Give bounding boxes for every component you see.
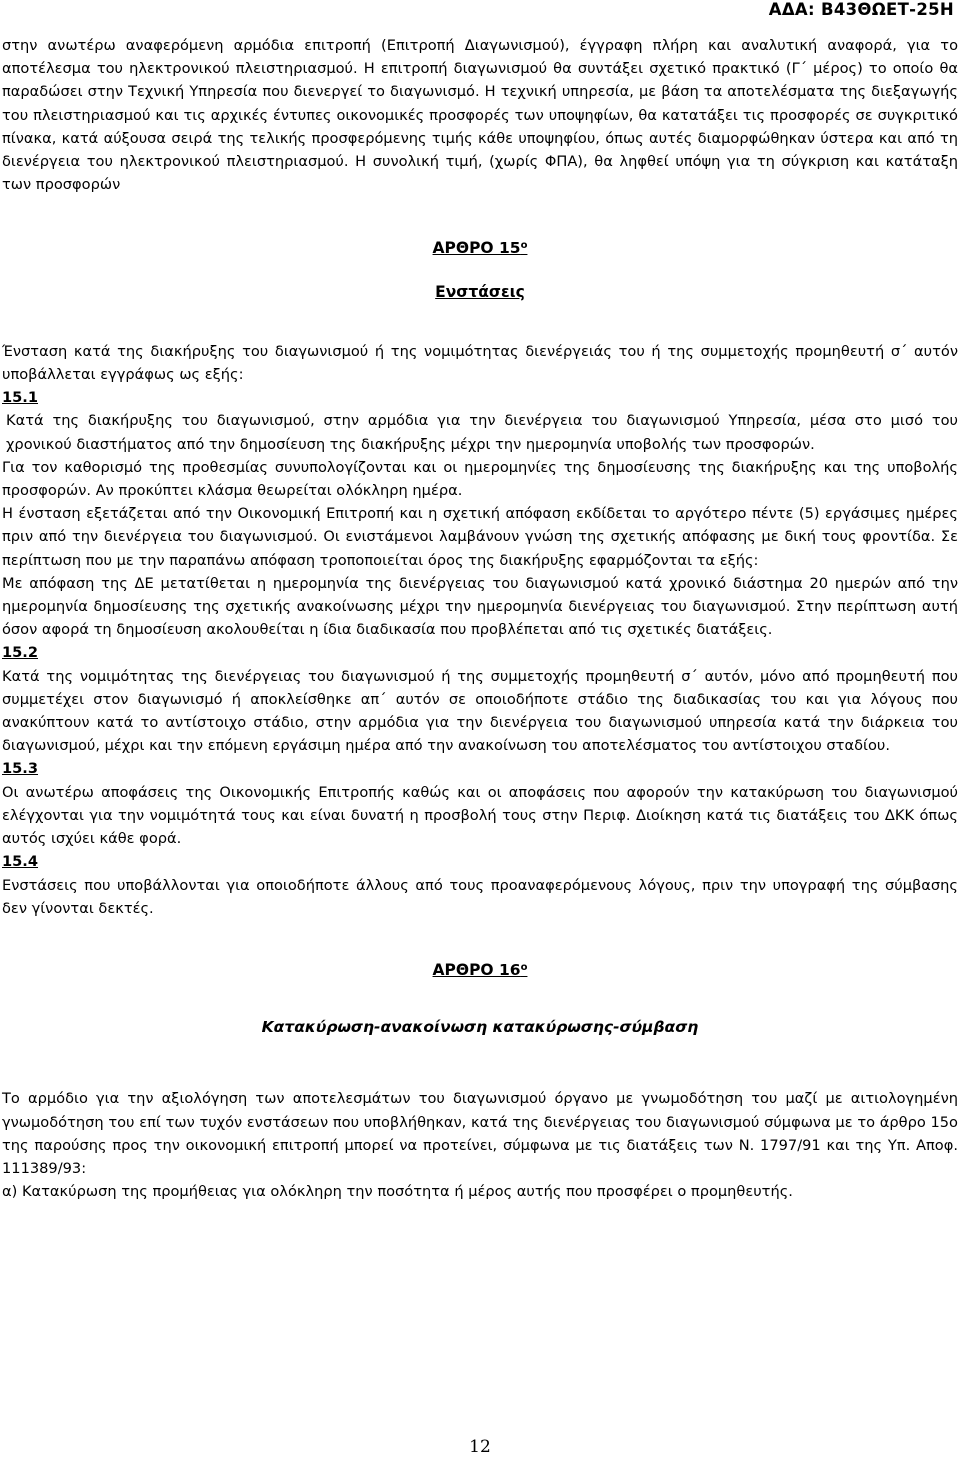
section-15-1-paragraph-2: Για τον καθορισμό της προθεσμίας συνυπολογίζονται και οι ημερομηνίες της δημοσίευσης της διακήρυξης και της υποβολής προσφορών. Αν προκύπτει κλάσμα θεωρείται ολόκληρη ημέρα. bbox=[2, 458, 958, 500]
article-15-lead: Ένσταση κατά της διακήρυξης του διαγωνισμού ή της νομιμότητας διενέργειάς του ή της συμμετοχής προμηθευτή σ΄ αυτόν υποβάλλεται εγγράφως ως εξής: bbox=[2, 342, 958, 384]
section-15-3-paragraph: Οι ανωτέρω αποφάσεις της Οικονομικής Επιτροπής καθώς και οι αποφάσεις που αφορούν την κατακύρωση του διαγωνισμού ελέγχονται για την νομιμότητά τους και είναι δυνατή η προσβολή τους στην Περιφ. Διοίκηση κατά τις διατάξεις του ΔΚΚ όπως αυτός ισχύει κάθε φορά. bbox=[2, 783, 958, 848]
section-15-4-number: 15.4 bbox=[2, 853, 39, 871]
article-16-paragraph-2: α) Κατακύρωση της προμήθειας για ολόκληρη την ποσότητα ή μέρος αυτής που προσφέρει ο προμηθευτής. bbox=[2, 1183, 793, 1201]
article-16-title: Κατακύρωση-ανακοίνωση κατακύρωσης-σύμβαση bbox=[261, 1018, 699, 1037]
ada-code: ΑΔΑ: Β43ΘΩΕΤ-25Η bbox=[768, 0, 954, 19]
section-15-1-paragraph-3: Η ένσταση εξετάζεται από την Οικονομική Επιτροπή και η σχετική απόφαση εκδίδεται το αργότερο πέντε (5) εργάσιμες ημέρες πριν από την διενέργεια του διαγωνισμού. Οι ενιστάμενοι λαμβάνουν γνώση της σχετικής απόφασης με δική τους φροντίδα. Σε περίπτωση που με την παραπάνω απόφαση τροποποιείται όρος της διακήρυξης εφαρμόζονται τα εξής: bbox=[2, 505, 958, 569]
document-body bbox=[2, 34, 958, 1203]
article-15-heading-sup: ο bbox=[520, 240, 528, 252]
intro-paragraph: στην ανωτέρω αναφερόμενη αρμόδια επιτροπή (Επιτροπή Διαγωνισμού), έγγραφη πλήρη και αναλυτική αναφορά, για το αποτέλεσμα του ηλεκτρονικού πλειστηριασμού. Η επιτροπή διαγωνισμού θα συντάξει σχετικό πρακτικό (Γ΄ μέρος) το οποίο θα παραδώσει στην Τεχνική Υπηρεσία που διενεργεί το διαγωνισμό. Η τεχνική υπηρεσία, με βάση τα αποτελέσματα της διεξαγωγής του πλειστηριασμού και τις αρχικές έντυπες οικονομικές προσφορές των υποψηφίων, θα κατατάξει τις προσφορές σε συγκριτικό πίνακα, κατά αύξουσα σειρά της τελικής προσφερόμενης τιμής κάθε υποψηφίου, όπως αυτές διαμορφώθηκαν ύστερα και από τη διενέργεια του ηλεκτρονικού πλειστηριασμού. Η συνολική τιμή, (χωρίς ΦΠΑ), θα ληφθεί υπόψη για τη σύγκριση και κατάταξη των προσφορών bbox=[2, 37, 958, 194]
page-number: 12 bbox=[469, 1437, 491, 1457]
article-16-heading-sup: ο bbox=[520, 961, 528, 973]
article-15-title: Ενστάσεις bbox=[435, 282, 525, 301]
section-15-1-paragraph-1: Κατά της διακήρυξης του διαγωνισμού, στην αρμόδια για την διενέργεια του διαγωνισμού Υπηρεσία, μέσα στο μισό του χρονικού διαστήματος από την δημοσίευση της διακήρυξης μέχρι την ημερομηνία υποβολής των προσφορών. bbox=[6, 412, 958, 453]
article-15-heading bbox=[2, 234, 958, 260]
section-15-4-paragraph: Ενστάσεις που υποβάλλονται για οποιοδήποτε άλλους από τους προαναφερόμενους λόγους, πριν την υπογραφή της σύμβασης δεν γίνονται δεκτές. bbox=[2, 876, 958, 917]
article-16-paragraph-1: Το αρμόδιο για την αξιολόγηση των αποτελεσμάτων του διαγωνισμού όργανο με γνωμοδότηση του μαζί με αιτιολογημένη γνωμοδότηση του επί των τυχόν ενστάσεων που υποβλήθηκαν, κατά της διενέργειας του διαγωνισμού σύμφωνα με το άρθρο 15ο της παρούσης προς την οικονομική επιτροπή μπορεί να προτείνει, σύμφωνα με τις διατάξεις των Ν. 1797/91 και της Υπ. Αποφ. 111389/93: bbox=[2, 1090, 958, 1177]
section-15-3-number: 15.3 bbox=[2, 760, 39, 778]
article-15-heading-text: ΑΡΘΡΟ 15 bbox=[432, 239, 521, 258]
article-16-heading-text: ΑΡΘΡΟ 16 bbox=[432, 960, 521, 979]
section-15-2-number: 15.2 bbox=[2, 644, 39, 662]
section-15-1-number: 15.1 bbox=[2, 389, 39, 407]
article-16-heading bbox=[2, 956, 958, 982]
section-15-1-paragraph-4: Με απόφαση της ΔΕ μετατίθεται η ημερομηνία της διενέργειας του διαγωνισμού κατά χρονικό διάστημα 20 ημερών από την ημερομηνία δημοσίευσης της σχετικής ανακοίνωσης μέχρι την ημερομηνία διενέργειας του διαγωνισμού. Στην περίπτωση αυτή όσον αφορά τη δημοσίευση ακολουθείται η ίδια διαδικασία που προβλέπεται από τις σχετικές διατάξεις. bbox=[2, 574, 958, 639]
section-15-2-paragraph: Κατά της νομιμότητας της διενέργειας του διαγωνισμού ή της συμμετοχής προμηθευτή σ΄ αυτόν, μόνο από προμηθευτή που συμμετέχει στον διαγωνισμό ή αποκλείσθηκε απ΄ αυτόν σε οποιοδήποτε στάδιο της διαδικασίας του και για λόγους που ανακύπτουν κατά το αντίστοιχο στάδιο, στην αρμόδια για την διενέργεια του διαγωνισμού υπηρεσία κατά την διάρκεια του διαγωνισμού, μέχρι και την επόμενη εργάσιμη ημέρα από την ανακοίνωση του αποτελέσματος του αντίστοιχου σταδίου. bbox=[2, 667, 958, 755]
